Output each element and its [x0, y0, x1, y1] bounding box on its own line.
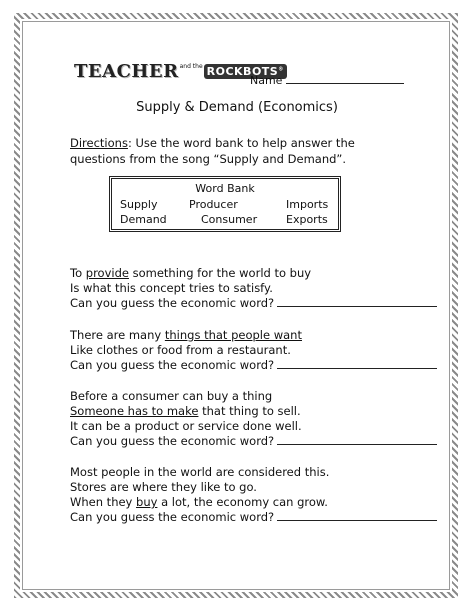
logo-registered-mark: ®: [278, 66, 284, 73]
answer-blank[interactable]: [277, 510, 437, 521]
logo-rockbots-word: ROCKBOTS: [206, 65, 279, 78]
verse-text: When they: [70, 495, 137, 509]
verse-line: Stores are where they like to go.: [70, 480, 257, 494]
directions-label: Directions: [70, 136, 128, 150]
verse-line: [70, 495, 437, 510]
verse-text: that thing to sell.: [198, 404, 301, 418]
verse-underlined-text: provide: [85, 266, 129, 280]
word-bank-box: [109, 176, 341, 232]
directions: [70, 135, 410, 167]
verse-text: To: [70, 266, 86, 280]
word-bank-item: Producer: [189, 198, 238, 211]
verse-line: Is what this concept tries to satisfy.: [70, 281, 273, 295]
question-text: Can you guess the economic word?: [70, 296, 275, 310]
verse-question: [70, 296, 437, 311]
verse-line: [70, 266, 437, 281]
name-field: [250, 73, 404, 87]
word-bank-item: Consumer: [201, 213, 258, 226]
verse-3: [70, 389, 437, 449]
verse-text: There are many: [70, 328, 165, 342]
directions-text: : Use the word bank to help answer the questions from the song “Supply and Demand”.: [70, 136, 355, 166]
question-text: Can you guess the economic word?: [70, 358, 275, 372]
verse-line: Most people in the world are considered this.: [70, 465, 330, 479]
verse-line: [70, 328, 437, 343]
verse-4: [70, 465, 437, 525]
word-bank-item: Exports: [286, 213, 328, 226]
verse-question: [70, 358, 437, 373]
verse-line: [70, 404, 437, 419]
verse-question: [70, 434, 437, 449]
verse-underlined-text: Someone has to make: [70, 404, 199, 418]
word-bank-title: Word Bank: [195, 182, 255, 195]
verse-text: something for the world to buy: [128, 266, 312, 280]
word-bank-item: Imports: [286, 198, 329, 211]
verse-1: [70, 266, 437, 311]
verse-underlined-text: buy: [136, 495, 158, 509]
page-title: Supply & Demand (Economics): [136, 100, 338, 115]
question-text: Can you guess the economic word?: [70, 510, 275, 524]
verse-question: [70, 510, 437, 525]
answer-blank[interactable]: [277, 358, 437, 369]
logo-teacher-text: TEACHER: [74, 61, 179, 82]
answer-blank[interactable]: [277, 434, 437, 445]
verse-line: Before a consumer can buy a thing: [70, 389, 273, 403]
name-label: Name: [250, 74, 283, 87]
name-blank[interactable]: [286, 73, 404, 84]
answer-blank[interactable]: [277, 296, 437, 307]
word-bank-item: Demand: [120, 213, 167, 226]
verse-text: a lot, the economy can grow.: [157, 495, 328, 509]
verse-2: [70, 328, 437, 373]
verse-line: It can be a product or service done well.: [70, 419, 302, 433]
verse-line: Like clothes or food from a restaurant.: [70, 343, 291, 357]
word-bank-item: Supply: [120, 198, 158, 211]
question-text: Can you guess the economic word?: [70, 434, 275, 448]
verse-underlined-text: things that people want: [164, 328, 302, 342]
logo-and-the-text: and the: [179, 63, 203, 70]
